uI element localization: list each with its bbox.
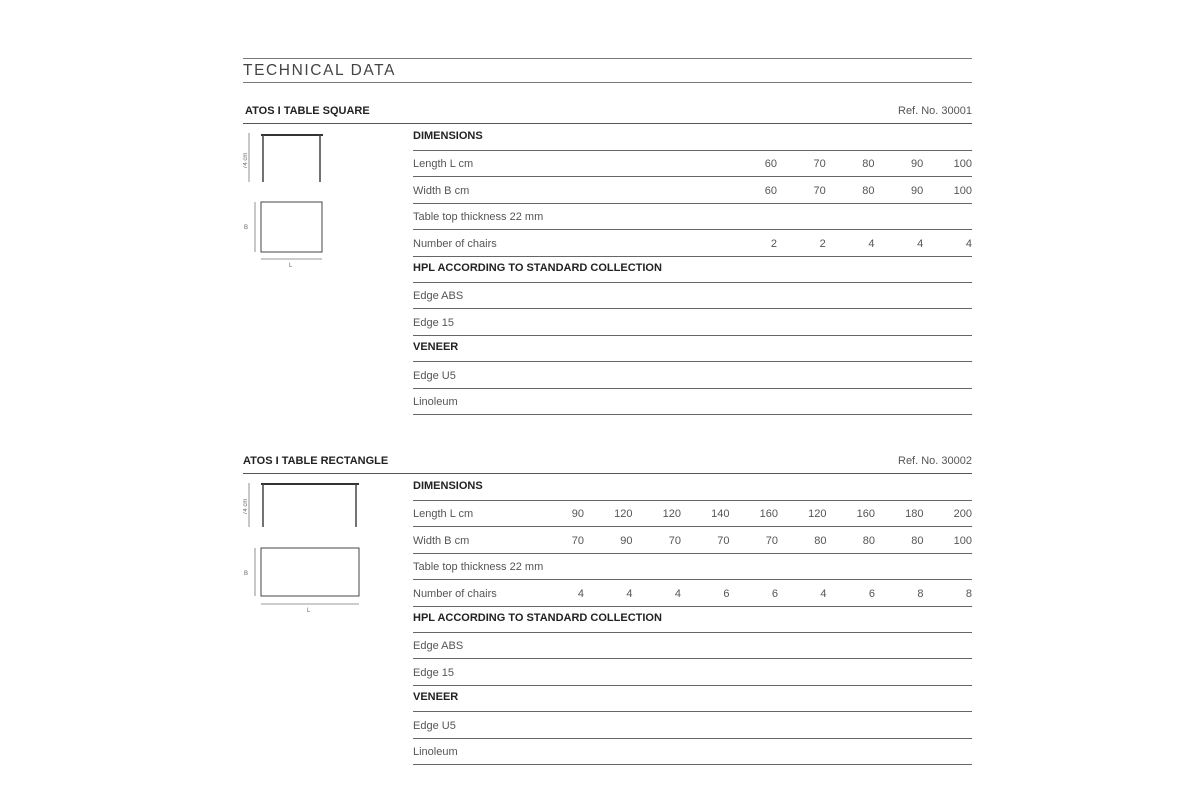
- cell-value: 4: [868, 237, 875, 250]
- table-row: [413, 527, 972, 554]
- section-header: [413, 606, 972, 633]
- table-row: [413, 282, 972, 309]
- cell-value: 90: [911, 158, 924, 171]
- cell-value: 180: [905, 508, 924, 521]
- cell-value: 80: [911, 534, 924, 547]
- cell-value: 100: [953, 184, 972, 197]
- section-title: HPL ACCORDING TO STANDARD COLLECTION: [413, 262, 662, 274]
- table-row: [413, 632, 972, 659]
- cell-value: 100: [953, 158, 972, 171]
- cell-value: 120: [614, 508, 633, 521]
- section-title: DIMENSIONS: [413, 130, 483, 142]
- cell-value: 4: [820, 587, 827, 600]
- tabletop-top-view: [261, 202, 322, 252]
- cell-value: 4: [965, 237, 972, 250]
- height-label: 74 cm: [243, 498, 249, 515]
- row-label: Edge U5: [413, 719, 456, 732]
- table-row: [413, 388, 972, 415]
- table-row: [413, 150, 972, 177]
- cell-value: 4: [626, 587, 633, 600]
- row-label: Width B cm: [413, 184, 470, 197]
- height-label: 74 cm: [243, 152, 249, 169]
- row-label: Edge 15: [413, 666, 454, 679]
- cell-value: 90: [620, 534, 633, 547]
- width-label: B: [244, 225, 249, 231]
- section-header: [413, 335, 972, 362]
- cell-value: 80: [862, 184, 875, 197]
- cell-value: 70: [571, 534, 584, 547]
- cell-value: 70: [668, 534, 681, 547]
- cell-value: 70: [765, 534, 778, 547]
- ref-number: Ref. No. 30002: [898, 455, 972, 467]
- length-label: L: [307, 608, 311, 614]
- table-row: [413, 203, 972, 230]
- cell-value: 60: [764, 158, 777, 171]
- table-row: [413, 580, 972, 607]
- cell-value: 60: [764, 184, 777, 197]
- cell-value: 70: [717, 534, 730, 547]
- table-row: [413, 553, 972, 580]
- row-label: Edge ABS: [413, 640, 464, 653]
- cell-value: 200: [953, 508, 972, 521]
- row-label: Number of chairs: [413, 237, 497, 250]
- table-row: [413, 309, 972, 336]
- ref-number: Ref. No. 30001: [898, 105, 972, 117]
- cell-value: 4: [577, 587, 584, 600]
- cell-value: 2: [770, 237, 777, 250]
- row-label: Linoleum: [413, 746, 458, 758]
- row-label: Width B cm: [413, 534, 470, 547]
- table-row: [413, 712, 972, 739]
- product-rectangle: [243, 455, 972, 765]
- product-square: [243, 105, 972, 415]
- cell-value: 6: [771, 587, 778, 600]
- section-title: VENEER: [413, 691, 459, 704]
- table-row: [413, 362, 972, 389]
- product-name: ATOS I TABLE RECTANGLE: [243, 455, 389, 467]
- cell-value: 120: [662, 508, 681, 521]
- row-label: Linoleum: [413, 396, 458, 408]
- row-label: Length L cm: [413, 158, 474, 171]
- cell-value: 70: [813, 158, 826, 171]
- length-label: L: [289, 263, 293, 267]
- cell-value: 4: [917, 237, 924, 250]
- section-header: [413, 474, 972, 501]
- table-square-drawing: [243, 127, 343, 267]
- cell-value: 100: [953, 534, 972, 547]
- cell-value: 70: [813, 184, 826, 197]
- section-title: DIMENSIONS: [413, 480, 483, 492]
- table-row: [413, 177, 972, 204]
- cell-value: 80: [814, 534, 827, 547]
- cell-value: 6: [868, 587, 875, 600]
- section-title: VENEER: [413, 341, 459, 354]
- cell-value: 140: [711, 508, 730, 521]
- cell-value: 160: [759, 508, 778, 521]
- section-header: [413, 124, 972, 151]
- cell-value: 80: [862, 158, 875, 171]
- title-bottom-rule: [243, 82, 972, 83]
- cell-value: 8: [965, 587, 972, 600]
- cell-value: 6: [723, 587, 730, 600]
- row-label: Edge U5: [413, 369, 456, 382]
- section-header: [413, 256, 972, 283]
- cell-value: 80: [862, 534, 875, 547]
- page-title: TECHNICAL DATA: [243, 62, 397, 79]
- row-label: Table top thickness 22 mm: [413, 561, 544, 574]
- cell-value: 90: [571, 508, 584, 521]
- row-label: Number of chairs: [413, 587, 497, 600]
- title-top-rule: [243, 58, 972, 59]
- table-row: [413, 659, 972, 686]
- section-header: [413, 685, 972, 712]
- tabletop-top-view: [261, 548, 359, 596]
- width-label: B: [244, 571, 249, 577]
- cell-value: 160: [856, 508, 875, 521]
- cell-value: 90: [911, 184, 924, 197]
- row-label: Table top thickness 22 mm: [413, 211, 544, 224]
- table-row: [413, 230, 972, 257]
- cell-value: 120: [808, 508, 827, 521]
- cell-value: 8: [917, 587, 924, 600]
- table-row: [413, 500, 972, 527]
- table-rectangle-drawing: [243, 477, 373, 617]
- cell-value: 2: [819, 237, 826, 250]
- section-title: HPL ACCORDING TO STANDARD COLLECTION: [413, 612, 662, 624]
- table-row: [413, 738, 972, 765]
- row-label: Edge 15: [413, 316, 454, 329]
- row-label: Edge ABS: [413, 290, 464, 303]
- row-label: Length L cm: [413, 508, 474, 521]
- product-name: ATOS I TABLE SQUARE: [245, 105, 370, 117]
- cell-value: 4: [674, 587, 681, 600]
